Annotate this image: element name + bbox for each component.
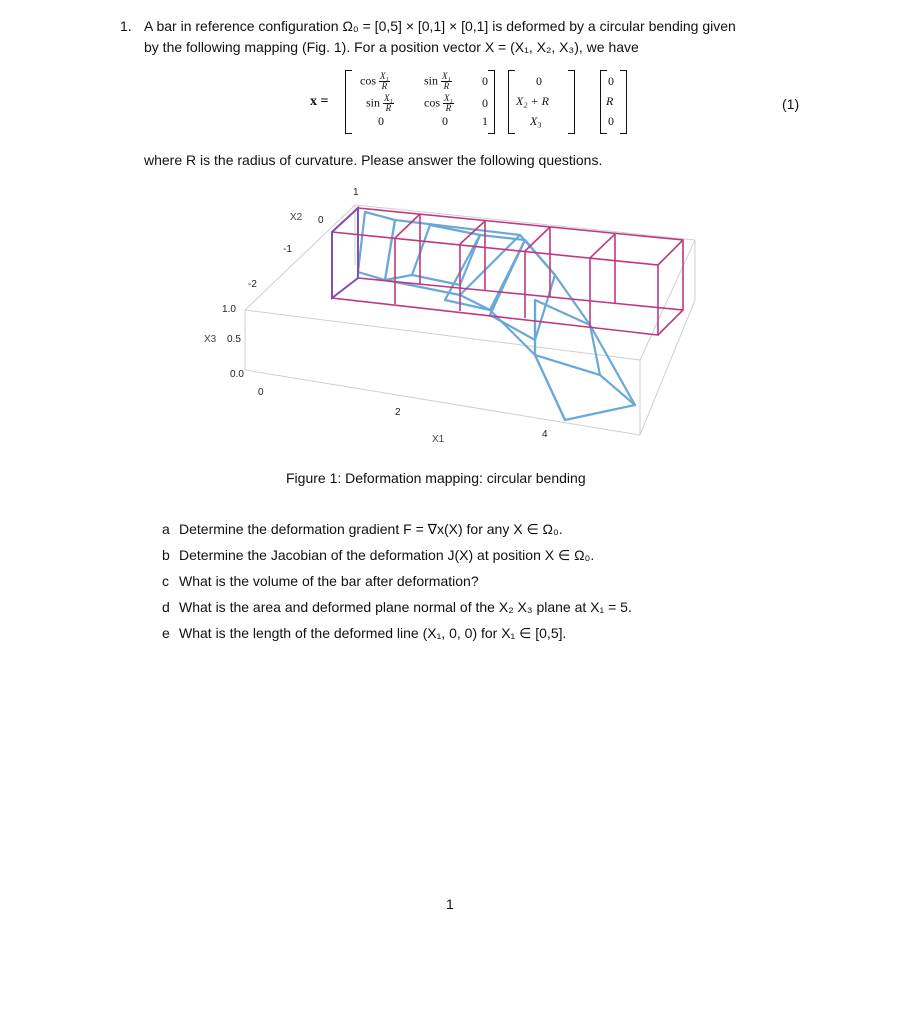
matrix-cell-32: 0 [442,114,448,128]
equation-number: (1) [782,96,800,112]
matrix-cell-23: 0 [482,96,488,110]
x3-axis-label: X3 [204,334,217,345]
question-c-text: What is the volume of the bar after deformation? [179,573,479,589]
problem-line-2: by the following mapping (Fig. 1). For a position vector X = (X₁, X₂, X₃), we have [144,39,639,55]
page-number: 1 [446,896,454,912]
figure-caption: Figure 1: Deformation mapping: circular bending [286,470,586,486]
translation-cell-2: R [606,94,614,108]
reference-bar [332,208,683,335]
x2-tick-2: -2 [248,279,257,290]
vector-cell-2: X₂ + R [516,94,549,108]
problem-line-1: A bar in reference configuration Ω₀ = [0,5] × [0,1] × [0,1] is deformed by a circular bending given [144,18,736,34]
vector-right-bracket [568,70,575,134]
top-tick: 1 [353,187,359,198]
question-d-text: What is the area and deformed plane normal of the X₂ X₃ plane at X₁ = 5. [179,599,632,615]
matrix-cell-31: 0 [378,114,384,128]
reference-bar-start-face [332,208,358,298]
x1-axis-label: X1 [432,434,445,445]
deformation-figure [190,180,710,455]
equation-block [300,68,640,136]
vector-cell-3: X₃ [530,114,542,128]
translation-cell-3: 0 [608,114,614,128]
question-c-label: c [162,573,169,589]
x1-tick-1: 2 [395,407,401,418]
matrix-cell-13: 0 [482,74,488,88]
question-b-text: Determine the Jacobian of the deformation J(X) at position X ∈ Ω₀. [179,547,595,563]
question-e-label: e [162,625,170,641]
x2-tick-1: -1 [283,244,292,255]
vector-cell-1: 0 [536,74,542,88]
problem-number: 1. [120,18,132,34]
matrix-cell-12: sin $\frac{\text{X₁}}{R}$ [424,71,451,91]
equation-lhs: x = [310,94,329,109]
translation-right-bracket [620,70,627,134]
bounding-box [245,205,695,435]
where-line: where R is the radius of curvature. Please answer the following questions. [144,152,603,168]
question-b-label: b [162,547,170,563]
question-d-label: d [162,599,170,615]
x1-tick-2: 4 [542,429,548,440]
question-e-text: What is the length of the deformed line (X₁, 0, 0) for X₁ ∈ [0,5]. [179,625,567,641]
matrix-right-bracket [488,70,495,134]
x2-tick-0: 0 [318,215,324,226]
matrix-cell-11: cos $\frac{\text{X₁}}{R}$ [360,71,389,91]
vector-left-bracket [508,70,515,134]
matrix-cell-21: sin $\frac{\text{X₁}}{R}$ [366,93,393,113]
x2-axis-label: X2 [290,212,303,223]
question-a-label: a [162,521,170,537]
x3-tick-2: 0.0 [230,369,244,380]
matrix-cell-33: 1 [482,114,488,128]
matrix-left-bracket [345,70,352,134]
question-a-text: Determine the deformation gradient F = ∇x(X) for any X ∈ Ω₀. [179,521,563,537]
x1-tick-0: 0 [258,387,264,398]
matrix-cell-22: cos $\frac{\text{X₁}}{R}$ [424,93,453,113]
translation-cell-1: 0 [608,74,614,88]
x3-tick-0: 1.0 [222,304,236,315]
x3-tick-1: 0.5 [227,334,241,345]
